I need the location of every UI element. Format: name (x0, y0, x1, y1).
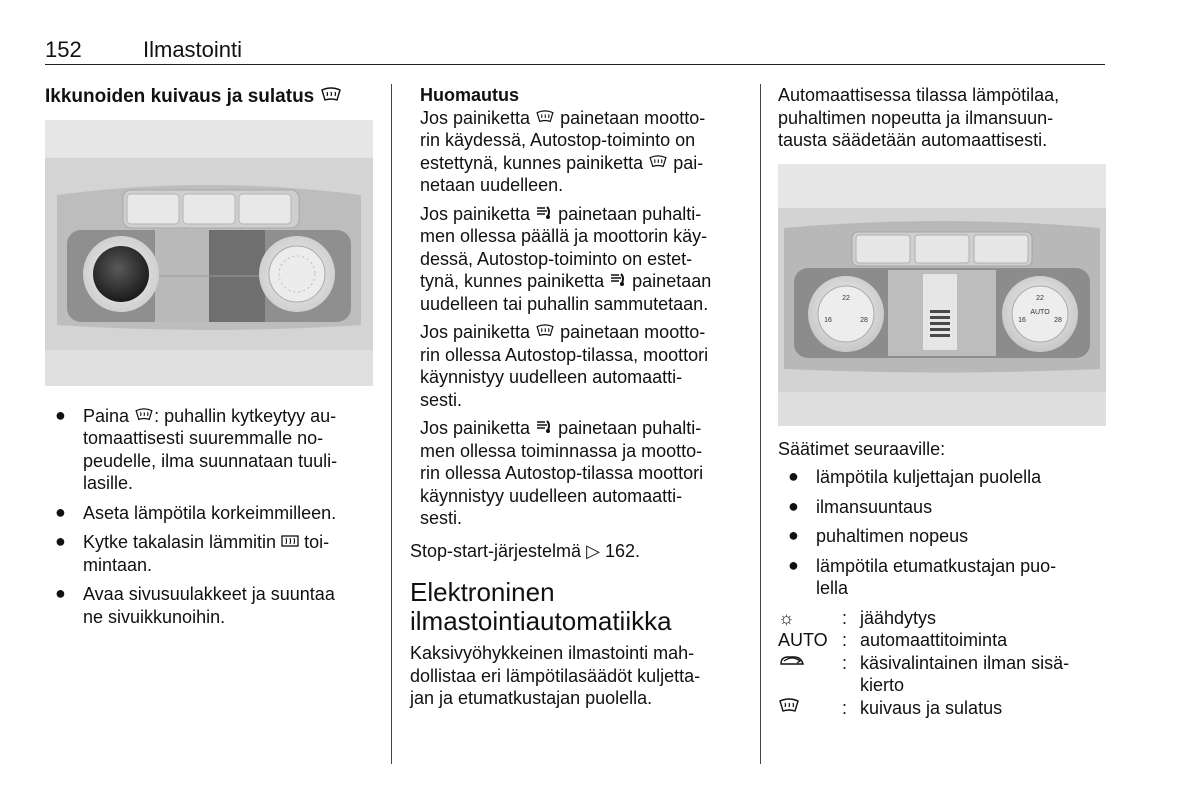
arrow-right-icon: ▷ (586, 540, 600, 561)
page-title: Ilmastointi (143, 37, 243, 62)
bullet-icon: ● (55, 531, 66, 551)
list-text: lasille. (83, 473, 134, 493)
page-number: 152 (45, 37, 82, 62)
climate-panel-figure-manual (45, 120, 373, 386)
body-paragraph: Kaksivyöhykkeinen ilmastointi mah- dollistaa eri lämpötilasäädöt kuljetta- jan ja etumatkustajan puolella. (410, 643, 701, 708)
rear-window-heater-icon (281, 534, 299, 548)
instruction-list (45, 405, 375, 629)
intro-paragraph: Automaattisessa tilassa lämpötilaa, puhaltimen nopeutta ja ilmansuun- tausta säädetään automaattisesti. (778, 85, 1060, 150)
note-paragraph: Jos painiketta painetaan puhalti- men ollessa toiminnassa ja mootto- rin ollessa Autostop-tilassa moottori käynnistyy uudelleen automaatti- sesti. (420, 418, 704, 528)
dial-label-right-28: 28 (1054, 316, 1062, 324)
list-text: Aseta lämpötila korkeimmilleen. (83, 502, 337, 523)
list-text: Kytke takalasin lämmitin (83, 532, 277, 552)
dial-label-left-22: 22 (842, 294, 850, 302)
fan-icon (609, 272, 627, 287)
windshield-defrost-icon (778, 697, 842, 720)
bullet-icon: ● (788, 525, 799, 545)
windshield-defrost-icon (648, 155, 668, 169)
section-heading-text: Ikkunoiden kuivaus ja sulatus (45, 86, 315, 107)
list-text: toi- (304, 532, 330, 552)
windshield-defrost-icon (535, 324, 555, 338)
legend-text: kuivaus ja sulatus (860, 697, 1003, 718)
list-text: lämpötila etumatkustajan puo- (816, 555, 1057, 576)
list-item (45, 531, 375, 576)
auto-label: AUTO (778, 630, 828, 650)
dial-label-left-16: 16 (824, 316, 832, 324)
cross-reference[interactable]: Stop-start-järjestelmä ▷ 162. (410, 540, 640, 561)
column-divider-1 (391, 84, 392, 764)
list-item (45, 405, 375, 495)
dial-label-auto: AUTO (1030, 308, 1050, 316)
bullet-icon: ● (788, 495, 799, 516)
list-text: lella (816, 578, 849, 598)
column-divider-2 (760, 84, 761, 764)
list-item (778, 466, 1108, 489)
list-text: Avaa sivusuulakkeet ja suuntaa (83, 584, 335, 604)
bullet-icon: ● (788, 466, 799, 486)
climate-panel-figure-automatic (778, 164, 1106, 426)
controls-list (778, 466, 1108, 600)
list-text: ilmansuuntaus (816, 496, 933, 517)
list-item (778, 525, 1108, 548)
list-text: peudelle, ilma suunnataan tuuli- (83, 450, 338, 471)
dial-label-right-22: 22 (1036, 294, 1044, 302)
column-1 (45, 86, 375, 635)
legend-text: käsivalintainen ilman sisä- (860, 652, 1070, 673)
list-item (778, 555, 1108, 600)
note-title: Huomautus (420, 85, 519, 105)
list-text: lämpötila kuljettajan puolella (816, 467, 1042, 487)
list-text: mintaan. (83, 554, 153, 575)
column-2 (410, 84, 750, 716)
bullet-icon: ● (55, 501, 66, 522)
list-text: tomaattisesti suuremmalle no- (83, 428, 324, 448)
list-text: puhaltimen nopeus (816, 526, 969, 546)
fan-icon (535, 419, 553, 434)
list-text: ne sivuikkunoihin. (83, 606, 226, 627)
list-item (45, 583, 375, 628)
list-text: Paina (83, 405, 130, 426)
legend-text: kierto (860, 675, 905, 695)
controls-intro: Säätimet seuraaville: (778, 438, 946, 459)
cooling-icon: ☼ (778, 607, 795, 628)
recirculation-icon (778, 652, 842, 675)
header-rule (45, 64, 1105, 65)
note-paragraph: Jos painiketta painetaan puhalti- men ollessa päällä ja moottorin käy- dessä, Autostop-toiminto on estet- tynä, kunnes painiketta painetaan uudelleen tai puhallin sammutetaan. (420, 203, 712, 314)
list-text: : puhallin kytkeytyy au- (154, 405, 337, 426)
windshield-defrost-icon (535, 110, 555, 124)
column-3 (778, 84, 1108, 719)
legend-text: jäähdytys (860, 607, 937, 628)
windshield-defrost-icon (134, 408, 154, 422)
bullet-icon: ● (55, 583, 66, 603)
section-heading (45, 86, 375, 109)
bullet-icon: ● (55, 404, 66, 425)
list-item (778, 496, 1108, 519)
note-paragraph: Jos painiketta painetaan mootto- rin ollessa Autostop-tilassa, moottori käynnistyy uudelleen automaatti- sesti. (420, 322, 709, 410)
section-title: Elektroninen ilmastointiautomatiikka (410, 577, 672, 636)
fan-icon (535, 205, 553, 220)
dial-label-right-16: 16 (1018, 316, 1026, 324)
legend-text: automaattitoiminta (860, 630, 1008, 650)
list-item (45, 502, 375, 525)
bullet-icon: ● (788, 554, 799, 575)
windshield-defrost-icon (320, 87, 342, 103)
dial-label-left-28: 28 (860, 316, 868, 324)
note-paragraph: Jos painiketta painetaan mootto- rin käydessä, Autostop-toiminto on estettynä, kunnes painiketta pai- netaan uudelleen. (420, 107, 706, 195)
symbol-legend: ☼ : jäähdytys AUTO : automaattitoiminta : käsivalintainen ilman sisä- kierto : kuivaus ja sulatus (778, 607, 1108, 720)
